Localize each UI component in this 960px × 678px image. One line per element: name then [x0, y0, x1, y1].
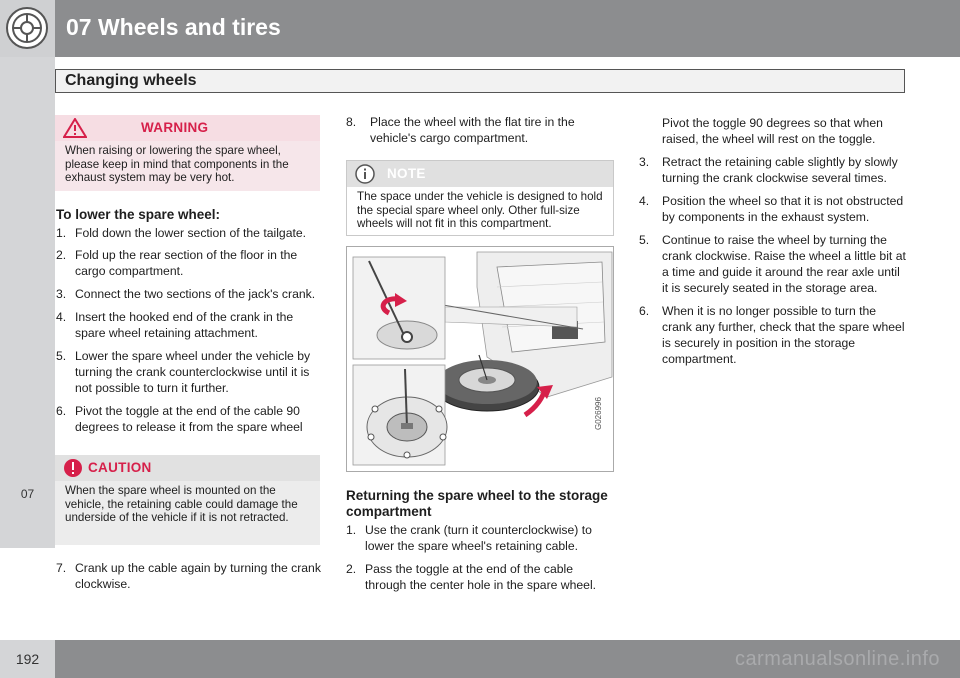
step-text: Retract the retaining cable slightly by slowly turning the crank clockwise several times.	[662, 155, 898, 185]
warning-box	[55, 115, 320, 191]
step-8-block	[346, 114, 614, 153]
left-column	[56, 207, 322, 442]
chapter-icon-box	[0, 0, 55, 57]
lower-heading: To lower the spare wheel:	[56, 207, 221, 222]
step-text: Pivot the toggle at the end of the cable 90 degrees to release it from the spare wheel	[75, 404, 303, 434]
step-number: 6.	[639, 304, 650, 318]
warning-text: When raising or lowering the spare wheel, please keep in mind that components in the exhaust system may be very hot.	[65, 144, 289, 184]
list-item	[56, 286, 322, 302]
list-item	[56, 560, 322, 592]
section-title-box	[55, 69, 905, 93]
step-number: 4.	[56, 310, 67, 324]
return-steps-cont	[639, 154, 907, 367]
illustration-svg	[347, 247, 614, 472]
list-item	[639, 303, 907, 367]
chapter-title: 07 Wheels and tires	[66, 14, 281, 40]
list-item	[56, 348, 322, 396]
section-title: Changing wheels	[65, 72, 197, 89]
caution-icon	[63, 458, 83, 478]
list-item	[639, 193, 907, 225]
step-number: 3.	[56, 287, 67, 301]
list-item	[639, 154, 907, 186]
list-item	[346, 114, 614, 146]
list-item	[346, 522, 616, 554]
step-text: Lower the spare wheel under the vehicle by turning the crank counterclockwise until it is not possible to turn it further.	[75, 349, 311, 395]
step-number: 7.	[56, 561, 67, 575]
step-7-block	[56, 560, 322, 599]
spare-wheel-illustration	[346, 246, 614, 472]
list-item	[56, 225, 322, 241]
list-item	[639, 232, 907, 296]
step-text: Pass the toggle at the end of the cable through the center hole in the spare wheel.	[365, 562, 597, 592]
step-text: Use the crank (turn it counterclockwise) to lower the spare wheel's retaining cable.	[365, 523, 592, 553]
step-text: Position the wheel so that it is not obstructed by components in the exhaust system.	[662, 194, 904, 224]
side-strip-lower	[0, 548, 55, 640]
step-number: 1.	[346, 523, 357, 537]
lower-steps	[56, 225, 322, 435]
step-text: When it is no longer possible to turn the crank any further, check that the spare wheel is securely in position in the storage compartment.	[662, 304, 905, 366]
lower-steps-cont	[56, 560, 322, 592]
step-text: Fold down the lower section of the tailgate.	[75, 226, 307, 240]
info-icon	[355, 164, 375, 184]
warning-header	[55, 115, 320, 141]
step-number: 8.	[346, 115, 357, 129]
step-number: 2.	[346, 562, 357, 576]
caution-label: CAUTION	[88, 460, 152, 475]
step-text: Crank up the cable again by turning the crank clockwise.	[75, 561, 321, 591]
step-text: Place the wheel with the flat tire in the vehicle's cargo compartment.	[370, 115, 575, 145]
note-header	[347, 161, 613, 187]
step-number: 3.	[639, 155, 650, 169]
warning-triangle-icon	[63, 118, 87, 138]
return-steps	[346, 522, 616, 593]
step-number: 5.	[639, 233, 650, 247]
return-step-2-cont: Pivot the toggle 90 degrees so that when raised, the wheel will rest on the toggle.	[662, 116, 883, 146]
caution-header	[55, 455, 320, 481]
lower-steps-8	[346, 114, 614, 146]
step-text: Connect the two sections of the jack's crank.	[75, 287, 316, 301]
note-text: The space under the vehicle is designed to hold the special spare wheel only. Other full-size wheels will not fit in this compartment.	[357, 190, 603, 230]
list-item	[56, 403, 322, 435]
side-chapter-number: 07	[20, 487, 35, 501]
chapter-side-strip	[0, 57, 55, 548]
step-number: 2.	[56, 248, 67, 262]
list-item	[346, 561, 616, 593]
watermark: carmanualsonline.info	[734, 648, 940, 670]
caution-text: When the spare wheel is mounted on the vehicle, the retaining cable could damage the underside of the vehicle if it is not retracted.	[65, 484, 298, 524]
note-box	[346, 160, 614, 236]
step-text: Fold up the rear section of the floor in the cargo compartment.	[75, 248, 298, 278]
step-text: Insert the hooked end of the crank in the spare wheel retaining attachment.	[75, 310, 294, 340]
step-number: 5.	[56, 349, 67, 363]
figure-code: G026996	[594, 397, 603, 430]
step-text: Continue to raise the wheel by turning the crank clockwise. Raise the wheel a little bit at a time and guide it around the rear axle until it is securely seated in the storage area.	[662, 233, 906, 295]
list-item	[56, 247, 322, 279]
step-number: 1.	[56, 226, 67, 240]
wheel-icon	[5, 6, 49, 50]
list-item	[56, 309, 322, 341]
right-column	[639, 115, 907, 374]
warning-label: WARNING	[141, 120, 209, 135]
note-label: NOTE	[387, 166, 426, 181]
middle-column-text	[346, 488, 616, 600]
step-number: 4.	[639, 194, 650, 208]
return-heading: Returning the spare wheel to the storage compartment	[346, 488, 608, 519]
step-number: 6.	[56, 404, 67, 418]
page-number: 192	[15, 651, 40, 667]
caution-box	[55, 455, 320, 545]
